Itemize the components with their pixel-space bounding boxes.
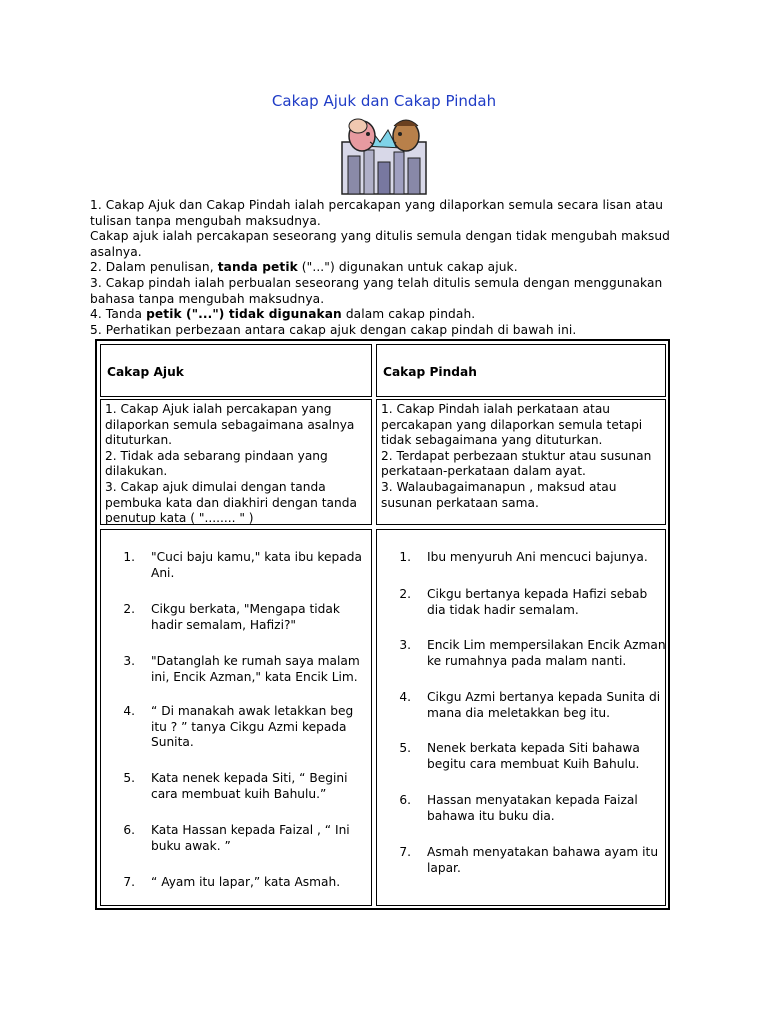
example-number: 2. <box>399 587 411 601</box>
example-line: lapar. <box>427 860 461 875</box>
desc-cakap-ajuk <box>100 399 372 525</box>
title-part-1: Cakap Ajuk <box>271 92 357 110</box>
example-line: ini, Encik Azman," kata Encik Lim. <box>151 669 358 684</box>
example-line: begitu cara membuat Kuih Bahulu. <box>427 756 640 771</box>
example-line: “ Di manakah awak letakkan beg <box>151 704 354 718</box>
desc-line: 1. Cakap Pindah ialah perkataan atau <box>381 402 611 416</box>
example-text <box>427 587 647 618</box>
desc-line: dituturkan. <box>105 433 173 448</box>
example-text <box>427 550 648 566</box>
example-line: hadir semalam, Hafizi?" <box>151 617 297 632</box>
example-line: Cikgu Azmi bertanya kepada Sunita di <box>427 690 661 704</box>
desc-line: penutup kata ( "........ " ) <box>105 511 254 526</box>
example-line: Cikgu berkata, "Mengapa tidak <box>151 602 340 616</box>
example-number: 7. <box>123 875 135 889</box>
example-number: 1. <box>123 550 135 564</box>
desc-line: 3. Walaubagaimanapun , maksud atau <box>381 479 617 494</box>
desc-line: dilaporkan semula sebagaimana asalnya <box>105 417 355 432</box>
intro-line-1: 1. Cakap Ajuk dan Cakap Pindah ialah percakapan yang dilaporkan semula secara lisan atau tulisan tanpa mengubah maksudnya. <box>90 198 664 228</box>
example-line: Ibu menyuruh Ani mencuci bajunya. <box>427 550 648 564</box>
example-number: 5. <box>399 741 411 755</box>
desc-line: 3. Cakap ajuk dimulai dengan tanda <box>105 479 326 494</box>
example-line: buku awak. ” <box>151 838 231 853</box>
page-title <box>0 92 768 110</box>
example-line: Ani. <box>151 565 175 580</box>
intro-line-6: 5. Perhatikan perbezaan antara cakap ajuk dengan cakap pindah di bawah ini. <box>90 322 577 337</box>
example-text <box>427 741 640 772</box>
example-number: 2. <box>123 602 135 616</box>
comparison-table <box>95 339 670 910</box>
example-text <box>427 638 666 669</box>
example-line: Nenek berkata kepada Siti bahawa <box>427 741 640 755</box>
example-number: 1. <box>399 550 411 564</box>
example-text <box>151 654 360 685</box>
desc-cakap-pindah <box>376 399 666 525</box>
example-number: 3. <box>123 654 135 668</box>
examples-cakap-ajuk <box>100 529 372 906</box>
title-part-2: dan <box>360 92 390 110</box>
example-text <box>427 793 638 824</box>
desc-line: perkataan-perkataan dalam ayat. <box>381 464 586 479</box>
example-line: ke rumahnya pada malam nanti. <box>427 653 627 668</box>
example-text <box>151 771 347 802</box>
example-line: "Datanglah ke rumah saya malam <box>151 654 360 668</box>
desc-line: 2. Terdapat perbezaan stuktur atau susunan <box>381 448 652 463</box>
desc-line: 1. Cakap Ajuk ialah percakapan yang <box>105 402 332 416</box>
example-text <box>151 704 353 751</box>
example-number: 3. <box>399 638 411 652</box>
header-cakap-pindah: Cakap Pindah <box>376 344 666 397</box>
examples-cakap-pindah <box>376 529 666 906</box>
title-part-3: Cakap Pindah <box>393 92 497 110</box>
intro-text <box>90 198 690 338</box>
example-text <box>151 550 362 581</box>
talking-heads-clipart <box>334 112 434 196</box>
desc-line: pembuka kata dan diakhiri dengan tanda <box>105 495 357 510</box>
example-line: dia tidak hadir semalam. <box>427 602 579 617</box>
desc-line: 2. Tidak ada sebarang pindaan yang <box>105 448 328 463</box>
desc-line: susunan perkataan sama. <box>381 495 539 510</box>
example-line: Cikgu bertanya kepada Hafizi sebab <box>427 587 648 601</box>
example-line: Kata Hassan kepada Faizal , “ Ini <box>151 823 350 837</box>
header-cakap-ajuk: Cakap Ajuk <box>100 344 372 397</box>
example-line: Encik Lim mempersilakan Encik Azman <box>427 638 666 652</box>
desc-line: tidak sebagaimana yang dituturkan. <box>381 433 603 448</box>
example-text <box>151 602 340 633</box>
example-number: 4. <box>399 690 411 704</box>
example-text <box>427 845 658 876</box>
example-line: Asmah menyatakan bahawa ayam itu <box>427 845 659 859</box>
example-line: cara membuat kuih Bahulu.” <box>151 786 327 801</box>
example-text <box>151 823 350 854</box>
intro-line-3: 2. Dalam penulisan, tanda petik ("...") digunakan untuk cakap ajuk. <box>90 260 518 275</box>
example-text <box>151 875 340 891</box>
example-line: “ Ayam itu lapar,” kata Asmah. <box>151 875 341 889</box>
example-number: 7. <box>399 845 411 859</box>
example-line: Hassan menyatakan kepada Faizal <box>427 793 638 807</box>
example-text <box>427 690 660 721</box>
intro-line-5: 4. Tanda petik ("...") tidak digunakan dalam cakap pindah. <box>90 307 476 322</box>
example-number: 5. <box>123 771 135 785</box>
example-line: bahawa itu buku dia. <box>427 808 555 823</box>
example-line: Sunita. <box>151 735 194 750</box>
intro-line-2: Cakap ajuk ialah percakapan seseorang yang ditulis semula dengan tidak mengubah maksud asalnya. <box>90 229 670 259</box>
desc-line: percakapan yang dilaporkan semula tetapi <box>381 417 643 432</box>
example-number: 4. <box>123 704 135 718</box>
example-line: mana dia meletakkan beg itu. <box>427 705 610 720</box>
desc-line: dilakukan. <box>105 464 168 479</box>
example-line: "Cuci baju kamu," kata ibu kepada <box>151 550 362 564</box>
example-line: Kata nenek kepada Siti, “ Begini <box>151 771 348 785</box>
intro-line-4: 3. Cakap pindah ialah perbualan seseorang yang telah ditulis semula dengan menggunakan bahasa tanpa mengubah maksudnya. <box>90 275 663 306</box>
example-line: itu ? ” tanya Cikgu Azmi kepada <box>151 719 347 734</box>
example-number: 6. <box>399 793 411 807</box>
example-number: 6. <box>123 823 135 837</box>
